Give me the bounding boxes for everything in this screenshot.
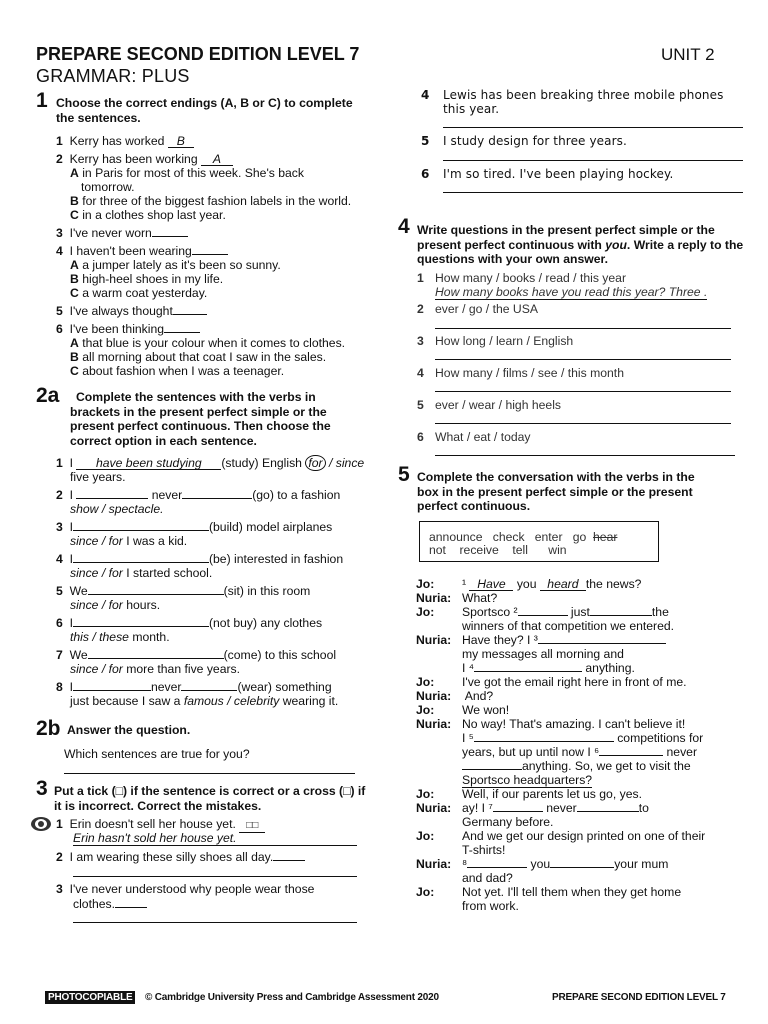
answer-line[interactable] <box>73 922 357 923</box>
ex3-item-2: 2 I am wearing these silly shoes all day. <box>56 850 305 864</box>
answer-line[interactable] <box>443 192 743 193</box>
dialogue-line: Germany before. <box>462 815 554 829</box>
ex3-item-1: 1 Erin doesn't sell her house yet. □□ <box>56 817 265 833</box>
listening-eye-icon <box>30 815 52 833</box>
answer-blank[interactable] <box>474 741 614 742</box>
ex2a-item-7: 7 We (come) to this school <box>56 648 337 662</box>
answer-blank[interactable] <box>538 643 666 644</box>
answer-blank[interactable] <box>73 562 209 563</box>
answer-blank[interactable]: heard <box>540 578 586 591</box>
answer-line[interactable] <box>435 328 731 329</box>
dialogue-line: T-shirts! <box>462 843 506 857</box>
answer-blank[interactable] <box>518 615 568 616</box>
dialogue-line: and dad? <box>462 871 513 885</box>
exercise-1-number: 1 <box>36 89 48 112</box>
dialogue-line: Jo: We won! <box>416 703 510 717</box>
ex2a-item-6: 6 I (not buy) any clothes <box>56 616 323 630</box>
answer-blank[interactable] <box>493 811 543 812</box>
circled-choice: for <box>305 455 325 471</box>
ex3-item-3: 3 I've never understood why people wear those <box>56 882 315 896</box>
ex2a-item-2-cont: show / spectacle. <box>70 502 164 516</box>
dialogue-line: Nuria: ay! I ⁷ never to <box>416 801 649 815</box>
ex4-item-4: 4 How many / films / see / this month <box>417 366 624 380</box>
answer-blank[interactable] <box>76 498 148 499</box>
dialogue-line: winners of that competition we entered. <box>462 619 675 633</box>
exercise-3-number: 3 <box>36 777 48 800</box>
exercise-5-instruction: Complete the conversation with the verbs in the box in the present perfect simple or the present perfect continuous. <box>417 470 695 513</box>
ex2a-item-1: 1 I have been studying (study) English for / since <box>56 456 365 470</box>
ex1-item-3: 3 I've never worn <box>56 226 188 240</box>
answer-blank[interactable] <box>599 755 663 756</box>
ex2b-question: Which sentences are true for you? <box>64 747 250 761</box>
dialogue-line: my messages all morning and <box>462 647 624 661</box>
answer-blank[interactable] <box>467 867 527 868</box>
ex4-item-6: 6 What / eat / today <box>417 430 531 444</box>
ex4-item-3: 3 How long / learn / English <box>417 334 574 348</box>
answer-blank[interactable] <box>181 690 237 691</box>
exercise-2b-instruction: Answer the question. <box>67 723 191 737</box>
answer-blank[interactable]: B <box>168 135 194 148</box>
dialogue-line: Nuria: And? <box>416 689 494 703</box>
answer-blank[interactable]: A <box>201 153 233 166</box>
page-subtitle: GRAMMAR: PLUS <box>36 66 190 86</box>
ex3-item-5: 5 I study design for three years. <box>421 134 627 148</box>
ex2a-item-3-cont: since / for I was a kid. <box>70 534 188 548</box>
dialogue-line: I ⁵ competitions for <box>462 731 704 745</box>
answer-blank[interactable]: have been studying <box>76 457 221 470</box>
dialogue-line: I ⁴ anything. <box>462 661 635 675</box>
ex3-item-4: 4 Lewis has been breaking three mobile phones <box>421 88 724 102</box>
answer-blank[interactable] <box>164 332 200 333</box>
ex2a-item-2: 2 I never (go) to a fashion <box>56 488 341 502</box>
dialogue-line: Jo: And we get our design printed on one of their <box>416 829 706 843</box>
instruction-line: the sentences. <box>56 110 141 125</box>
ex1-item-4-options: A a jumper lately as it's been so sunny. B high-heel shoes in my life. C a warm coat yesterday. <box>70 258 281 300</box>
answer-blank[interactable] <box>73 690 151 691</box>
ex3-item-1-correction: Erin hasn't sold her house yet. <box>73 831 237 845</box>
ex1-item-1: 1 Kerry has worked B <box>56 134 194 148</box>
ex2a-item-1-cont: five years. <box>70 470 126 484</box>
exercise-3-instruction: Put a tick (□) if the sentence is correct or a cross (□) if it is incorrect. Correct the mistakes. <box>54 784 366 813</box>
ex3-item-4-cont: this year. <box>443 102 500 116</box>
page-title: PREPARE SECOND EDITION LEVEL 7 <box>36 44 360 64</box>
dialogue-line: Nuria: ⁸ you your mum <box>416 857 669 871</box>
copyright-text: © Cambridge University Press and Cambridge Assessment 2020 <box>145 992 439 1003</box>
exercise-4-instruction: Write questions in the present perfect simple or the present perfect continuous with you. Write a reply to the questions with your own answer. <box>417 223 744 266</box>
exercise-1-instruction <box>56 96 353 125</box>
photocopiable-badge: PHOTOCOPIABLE <box>45 991 135 1004</box>
exercise-2a-instruction: Complete the sentences with the verbs in brackets in the present perfect simple or the present perfect continuous. Then choose the correct option in each sentence. <box>70 390 331 448</box>
ex2a-item-5: 5 We (sit) in this room <box>56 584 311 598</box>
dialogue-line: anything. So, we get to visit the <box>462 759 691 773</box>
dialogue-line: Nuria: Have they? I ³ <box>416 633 666 647</box>
answer-line[interactable] <box>435 391 731 392</box>
answer-blank[interactable]: Have <box>469 578 513 591</box>
tick-cross-blank[interactable] <box>273 860 305 861</box>
dialogue-line: Sportsco headquarters? <box>462 773 593 787</box>
unit-label: UNIT 2 <box>661 45 715 64</box>
ex2a-item-6-cont: this / these month. <box>70 630 170 644</box>
answer-line[interactable] <box>435 359 731 360</box>
ex1-item-4: 4 I haven't been wearing <box>56 244 228 258</box>
ex2a-item-4-cont: since / for I started school. <box>70 566 213 580</box>
answer-blank[interactable] <box>192 254 228 255</box>
dialogue-line: Jo: Sportsco ² just the <box>416 605 669 619</box>
tick-cross-blank[interactable] <box>115 907 147 908</box>
answer-blank[interactable] <box>474 671 582 672</box>
ex1-item-2-options: A in Paris for most of this week. She's back tomorrow. B for three of the biggest fashion labels in the world. C in a clothes shop last year. <box>70 166 352 222</box>
answer-blank[interactable] <box>462 769 522 770</box>
answer-blank[interactable] <box>550 867 614 868</box>
answer-line[interactable] <box>435 423 731 424</box>
dialogue-line: Jo: Not yet. I'll tell them when they get home <box>416 885 682 899</box>
ex2a-item-7-cont: since / for more than five years. <box>70 662 241 676</box>
answer-blank[interactable] <box>73 626 209 627</box>
dialogue-line: years, but up until now I ⁶ never <box>462 745 697 759</box>
answer-line[interactable] <box>73 845 357 846</box>
crossed-out-word: hear <box>593 530 618 544</box>
ex2a-item-5-cont: since / for hours. <box>70 598 161 612</box>
answer-blank[interactable] <box>577 811 639 812</box>
answer-line[interactable] <box>443 127 743 128</box>
exercise-2a-number: 2a <box>36 384 60 407</box>
ex1-item-2: 2 Kerry has been working A <box>56 152 233 166</box>
answer-blank[interactable] <box>73 530 209 531</box>
ex4-item-5: 5 ever / wear / high heels <box>417 398 562 412</box>
ex2a-item-8: 8 I never (wear) something <box>56 680 332 694</box>
answer-blank[interactable] <box>173 314 207 315</box>
exercise-5-number: 5 <box>398 463 410 486</box>
dialogue-line: Nuria: What? <box>416 591 498 605</box>
ex2a-item-3: 3 I (build) model airplanes <box>56 520 333 534</box>
ex3-item-3-cont: clothes. <box>73 897 147 911</box>
dialogue-line: from work. <box>462 899 519 913</box>
answer-line[interactable] <box>443 160 743 161</box>
answer-line[interactable] <box>64 773 355 774</box>
dialogue-line: Jo: ¹ Have you heard the news? <box>416 577 642 591</box>
answer-blank[interactable] <box>88 594 224 595</box>
ex2a-item-8-cont: just because I saw a famous / celebrity wearing it. <box>70 694 339 708</box>
footer-level: PREPARE SECOND EDITION LEVEL 7 <box>552 992 726 1003</box>
answer-blank[interactable] <box>88 658 224 659</box>
answer-blank[interactable] <box>152 236 188 237</box>
exercise-2b-number: 2b <box>36 717 61 740</box>
word-box-row-1: announce check enter go hear <box>429 530 618 544</box>
exercise-4-number: 4 <box>398 215 410 238</box>
dialogue-line: Jo: I've got the email right here in front of me. <box>416 675 687 689</box>
instruction-line: Choose the correct endings (A, B or C) to complete <box>56 96 353 110</box>
answer-blank[interactable] <box>590 615 652 616</box>
ex3-item-6: 6 I'm so tired. I've been playing hockey. <box>421 167 674 181</box>
ex4-item-2: 2 ever / go / the USA <box>417 302 538 316</box>
dialogue-line: Nuria: No way! That's amazing. I can't believe it! <box>416 717 686 731</box>
answer-line[interactable] <box>73 876 357 877</box>
answer-line[interactable] <box>435 455 735 456</box>
answer-blank[interactable] <box>182 498 252 499</box>
ex1-item-5: 5 I've always thought <box>56 304 207 318</box>
word-box-row-2: not receive tell win <box>429 543 567 557</box>
dialogue-line: Jo: Well, if our parents let us go, yes. <box>416 787 642 801</box>
ex1-item-6: 6 I've been thinking <box>56 322 200 336</box>
ex1-item-6-options: A that blue is your colour when it comes to clothes. B all morning about that coat I saw in the sales. C about fashion when I was a teenager. <box>70 336 346 378</box>
ex4-item-1: 1 How many / books / read / this year <box>417 271 627 285</box>
tick-cross-box[interactable]: □□ <box>239 820 265 833</box>
ex2a-item-4: 4 I (be) interested in fashion <box>56 552 344 566</box>
ex4-item-1-example: How many books have you read this year? Three . <box>435 285 708 299</box>
